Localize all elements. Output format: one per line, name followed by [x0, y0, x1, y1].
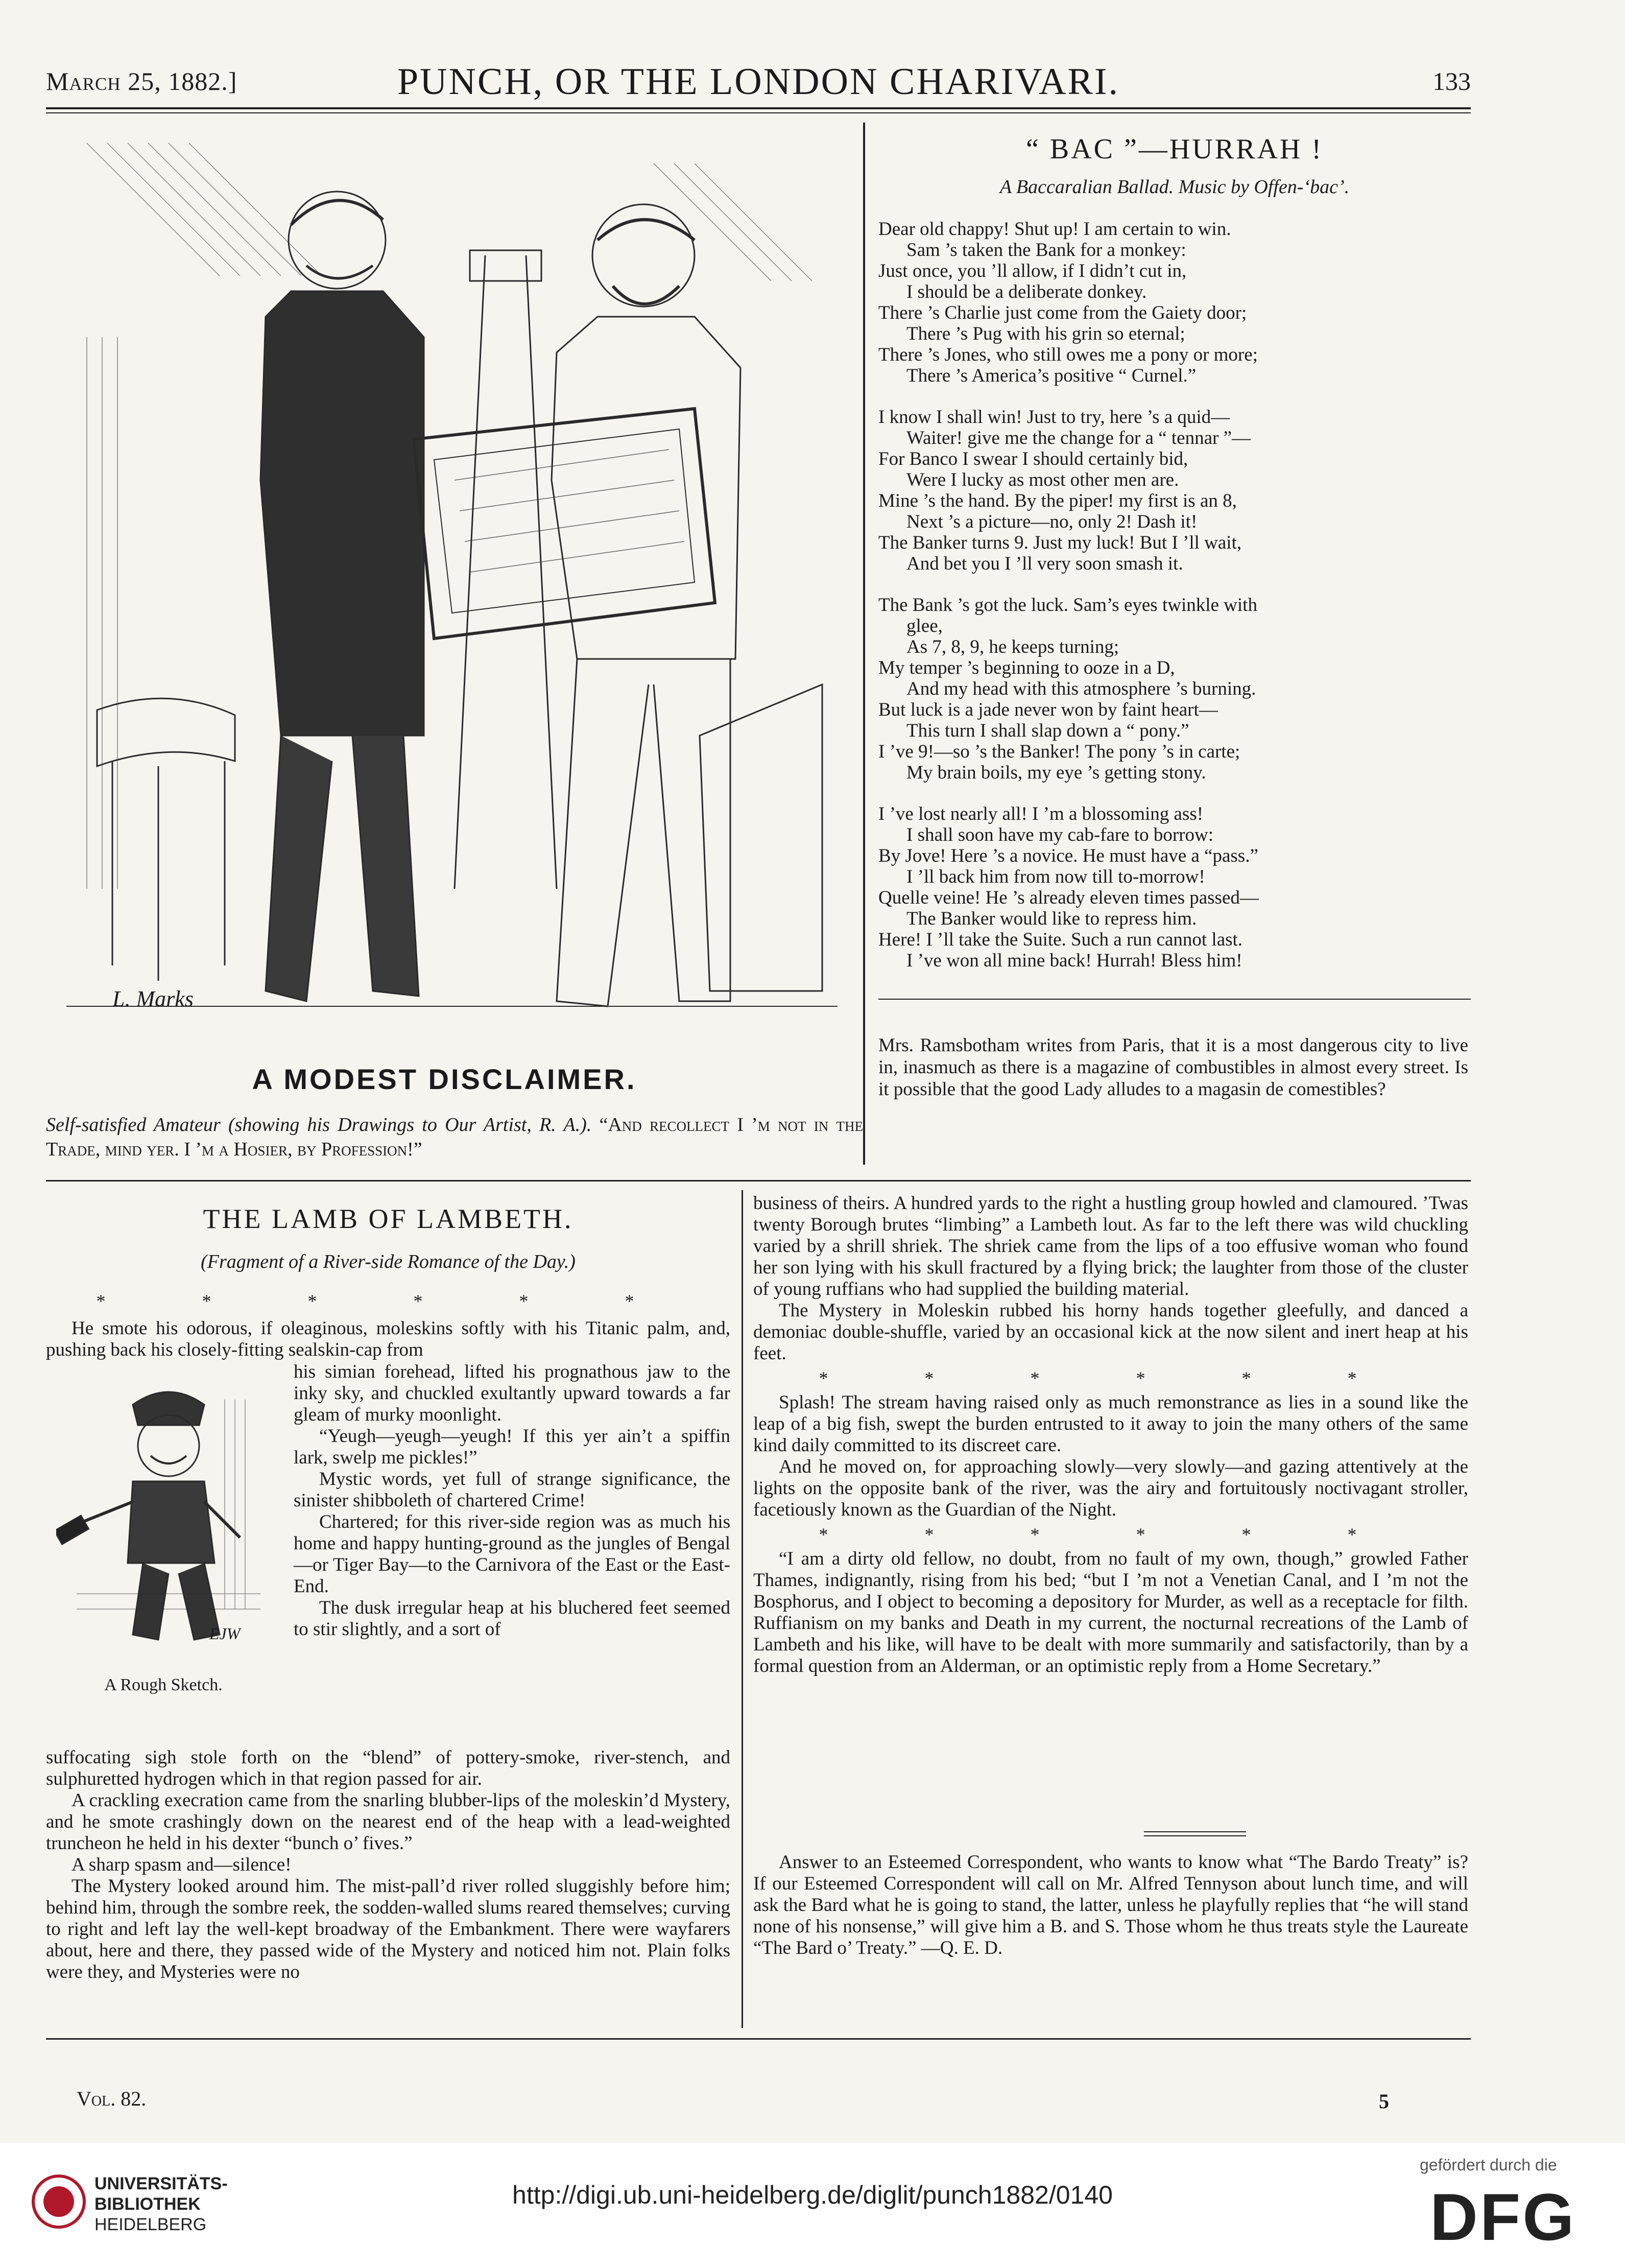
poem-line: This turn I shall slap down a “ pony.” [906, 720, 1189, 741]
article-continued-text [46, 1747, 730, 1983]
column-divider-bottom [742, 1190, 743, 2028]
poem-line: I ’ve won all mine back! Hurrah! Bless him! [906, 950, 1242, 971]
poem-line: But luck is a jade never won by faint heart— [878, 699, 1218, 720]
paragraph: And he moved on, for approaching slowly—very slowly—and gazing attentively at the lights on the opposite bank of the river, was the airy and fortuitously noctivagant stroller, facetiously known as the Guardian of the Night. [753, 1456, 1468, 1520]
library-name-line: BIBLIOTHEK [94, 2194, 201, 2214]
poem-line: I shall soon have my cab-fare to borrow: [906, 824, 1214, 845]
poem-line: The Bank ’s got the luck. Sam’s eyes twinkle with [878, 595, 1257, 616]
poem-line: Dear old chappy! Shut up! I am certain to win. [878, 219, 1231, 240]
poem-line: I know I shall win! Just to try, here ’s a quid— [878, 407, 1230, 428]
poem-line: There ’s Jones, who still owes me a pony or more; [878, 344, 1258, 365]
short-rule [1144, 1835, 1246, 1836]
issue-date: March 25, 1882.] [46, 67, 237, 96]
poem-line: I ’ve lost nearly all! I ’m a blossoming ass! [878, 804, 1204, 824]
source-url-link[interactable]: http://digi.ub.uni-heidelberg.de/diglit/punch1882/0140 [512, 2181, 1113, 2209]
poem-line: Were I lucky as most other men are. [906, 469, 1179, 490]
article-title: THE LAMB OF LAMBETH. [203, 1203, 573, 1234]
poem-line: There ’s America’s positive “ Curnel.” [906, 365, 1197, 386]
poem-line: For Banco I swear I should certainly bid, [878, 448, 1188, 469]
section-stars: * * * * * * [819, 1368, 1403, 1388]
poem-line: Sam ’s taken the Bank for a monkey: [906, 240, 1186, 261]
signature-mark: 5 [1379, 2090, 1389, 2113]
answer-to-correspondent [753, 1852, 1468, 1959]
caption-speaker: Self-satisfied Amateur (showing his Drawings to Our Artist, R. A.). [46, 1114, 592, 1136]
header-rule [46, 107, 1471, 109]
poem-line: By Jove! Here ’s a novice. He must have a “pass.” [878, 845, 1258, 866]
poem-line: As 7, 8, 9, he keeps turning; [906, 636, 1119, 657]
page-header [46, 60, 1471, 111]
poem-line: The Banker would like to repress him. [906, 908, 1197, 929]
funding-note: gefördert durch die [1420, 2156, 1557, 2174]
sketch-caption: A Rough Sketch. [104, 1675, 223, 1694]
poem-line: I ’ll back him from now till to-morrow! [906, 866, 1205, 887]
paragraph: his simian forehead, lifted his prognathous jaw to the inky sky, and chuckled exultantly upward towards a far gleam of murky moonlight. [294, 1361, 730, 1425]
poem-bac-hurrah [878, 133, 1471, 991]
ramsbotham-note: Mrs. Ramsbotham writes from Paris, that it is a most dangerous city to live in, inasmuch as there is a magazine of combustibles in almost every street. Is it possible that the good Lady alludes to a magasin de comestibles? [878, 1035, 1468, 1100]
paragraph: “I am a dirty old fellow, no doubt, from no fault of my own, though,” growled Father Thames, indignantly, rising from his bed; “but I ’m not a Venetian Canal, and I ’m not the Bosphorus, and I object to becoming a depository for Murder, as well as a receptacle for filth. Ruffianism on my banks and Death in my current, the nocturnal recreations of the Lamb of Lambeth and his like, will have to be dealt with more summarily and satisfactorily, than by a formal question from an Alderman, or an optimistic reply from a Home Secretary.” [753, 1548, 1468, 1676]
poem-line: Quelle veine! He ’s already eleven times passed— [878, 887, 1259, 908]
library-name-line: UNIVERSITÄTS- [94, 2174, 228, 2193]
poem-line: Next ’s a picture—no, only 2! Dash it! [906, 511, 1198, 532]
paragraph: Splash! The stream having raised only as much remonstrance as lies in a sound like the leap of a big fish, swept the burden entrusted to it away to join the many others of the same kind daily committed to its discreet care. [753, 1392, 1468, 1456]
poem-line: glee, [906, 616, 943, 636]
poem-stanza [878, 595, 1471, 783]
poem-line: And my head with this atmosphere ’s burning. [906, 678, 1256, 699]
magazine-title: PUNCH, OR THE LONDON CHARIVARI. [397, 61, 1120, 103]
poem-line: There ’s Charlie just come from the Gaiety door; [878, 302, 1247, 323]
poem-line: My brain boils, my eye ’s getting stony. [906, 762, 1206, 783]
poem-line: There ’s Pug with his grin so eternal; [906, 323, 1185, 344]
sketch-signature: EJW [209, 1624, 241, 1643]
poem-line: Here! I ’ll take the Suite. Such a run cannot last. [878, 929, 1243, 950]
article-wrap-text [294, 1361, 730, 1640]
cartoon-drawing [66, 123, 838, 1042]
paragraph: Mystic words, yet full of strange significance, the sinister shibboleth of chartered Crime! [294, 1469, 730, 1511]
paragraph: He smote his odorous, if oleaginous, moleskins softly with his Titanic palm, and, pushing back his closely-fitting sealskin-cap from [46, 1318, 730, 1360]
rough-sketch-illustration [56, 1369, 281, 1655]
paragraph: “Yeugh—yeugh—yeugh! If this yer ain’t a spiffin lark, swelp me pickles!” [294, 1426, 730, 1468]
cartoon-illustration [66, 123, 838, 1042]
poem-stanza [878, 804, 1471, 971]
caption-quote: “And recollect I ’m not in the Trade, mind yer. I ’m a Hosier, by Profession!” [46, 1114, 864, 1160]
paragraph: A crackling execration came from the snarling blubber-lips of the moleskin’d Mystery, and he smote crashingly down on the nearest end of the heap with a lead-weighted truncheon he held in his dexter “bunch o’ fives.” [46, 1790, 730, 1854]
column-divider-top [863, 123, 865, 1165]
short-rule [1144, 1831, 1246, 1832]
paragraph: business of theirs. A hundred yards to the right a hustling group howled and clamoured. ’Twas twenty Borough brutes “limbing” a Lambeth lout. As far to the left there was wild chuckling varied by a shrill shriek. The shriek came from the lips of a too effusive woman who found her son lying with his skull fractured by a flying brick; the laughter from those of the cluster of young ruffians who had supplied the building material. [753, 1193, 1468, 1300]
header-rule-thin [46, 112, 1471, 113]
poem-line: My temper ’s beginning to ooze in a D, [878, 657, 1175, 678]
sketch-drawing [56, 1369, 281, 1655]
cartoon-title: A MODEST DISCLAIMER. [252, 1063, 637, 1095]
cartoon-signature: L. Marks [112, 986, 194, 1011]
poem-stanza [878, 219, 1471, 386]
poem-line: Mine ’s the hand. By the piper! my first is an 8, [878, 490, 1237, 511]
cartoon-caption [46, 1113, 863, 1162]
article-second-column [753, 1193, 1468, 1677]
page-number: 133 [1432, 67, 1471, 96]
paragraph: The dusk irregular heap at his bluchered feet seemed to stir slightly, and a sort of [294, 1597, 730, 1640]
poem-stanza [878, 407, 1471, 574]
footer-rule [46, 2038, 1471, 2040]
poem-subtitle: A Baccaralian Ballad. Music by Offen-‘bac’. [999, 176, 1350, 198]
poem-end-rule [878, 999, 1471, 1000]
article-opening [46, 1318, 730, 1361]
section-stars: * * * * * * [819, 1524, 1403, 1545]
paragraph: Answer to an Esteemed Correspondent, who wants to know what “The Bardo Treaty” is? If our Esteemed Correspondent will call on Mr. Alfred Tennyson about lunch time, and will ask the Bard what he is going to stand, the latter, unless he playfully replies that “he will stand none of his nonsense,” will give him a B. and S. Those whom he thus treats style the Laureate “The Bard o’ Treaty.” —Q. E. D. [753, 1852, 1468, 1958]
section-rule [46, 1180, 1471, 1182]
poem-line: The Banker turns 9. Just my luck! But I ’ll wait, [878, 532, 1242, 553]
poem-line: I ’ve 9!—so ’s the Banker! The pony ’s in carte; [878, 741, 1240, 762]
paragraph: Chartered; for this river-side region was as much his home and happy hunting-ground as the jungles of Bengal—or Tiger Bay—to the Carnivora of the East or the East-End. [294, 1511, 730, 1597]
poem-title: “ BAC ”—HURRAH ! [1026, 133, 1323, 165]
paragraph: The Mystery looked around him. The mist-pall’d river rolled sluggishly before him; behind him, through the sombre reek, the sodden-walled slums reared themselves; curving to right and left lay the well-kept broadway of the Embankment. There were wayfarers about, here and there, they passed wide of the Mystery and noticed him not. Plain folks were they, and Mysteries were no [46, 1876, 730, 1982]
paragraph: The Mystery in Moleskin rubbed his horny hands together gleefully, and danced a demoniac double-shuffle, varied by an occasional kick at the now silent and inert heap at his feet. [753, 1300, 1468, 1364]
library-name-line: HEIDELBERG [94, 2215, 207, 2234]
paragraph: A sharp spasm and—silence! [71, 1854, 292, 1875]
dfg-logo: DFG [1430, 2180, 1576, 2254]
poem-line: I should be a deliberate donkey. [906, 281, 1147, 302]
poem-line: Waiter! give me the change for a “ tennar ”— [906, 428, 1251, 448]
volume-number: Vol. 82. [77, 2087, 147, 2110]
poem-line: Just once, you ’ll allow, if I didn’t cut in, [878, 261, 1187, 281]
paragraph: suffocating sigh stole forth on the “blend” of pottery-smoke, river-stench, and sulphuretted hydrogen which in that region passed for air. [46, 1747, 730, 1789]
article-subtitle: (Fragment of a River-side Romance of the Day.) [201, 1251, 576, 1272]
section-stars: * * * * * * [96, 1291, 680, 1311]
poem-line: And bet you I ’ll very soon smash it. [906, 553, 1183, 574]
